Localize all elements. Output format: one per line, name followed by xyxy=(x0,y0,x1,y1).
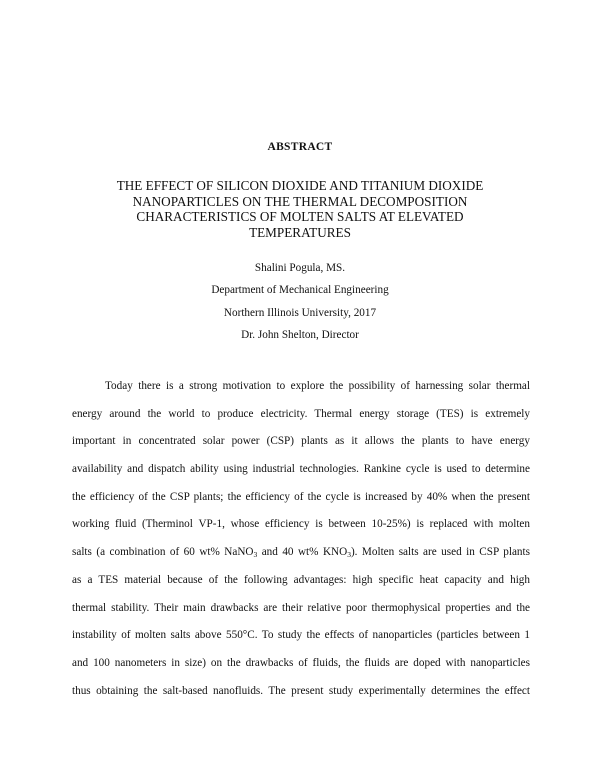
body-line: as a TES material because of the following advantages: high specific heat capacity and high xyxy=(72,573,530,586)
university-year: Northern Illinois University, 2017 xyxy=(223,306,377,319)
author-name: Shalini Pogula, MS. xyxy=(254,262,346,274)
body-line: availability and dispatch ability using industrial technologies. Rankine cycle is used to determine xyxy=(72,463,530,476)
title-line: NANOPARTICLES ON THE THERMAL DECOMPOSITION xyxy=(132,193,468,209)
abstract-body xyxy=(72,373,530,705)
department-name: Department of Mechanical Engineering xyxy=(211,284,389,297)
body-line-chemistry xyxy=(72,539,530,567)
body-line: the efficiency of the CSP plants; the efficiency of the cycle is increased by 40% when the present xyxy=(72,490,530,503)
body-line: energy around the world to produce electricity. Thermal energy storage (TES) is extremely xyxy=(72,407,530,420)
body-line: thermal stability. Their main drawbacks are their relative poor thermophysical properties and the xyxy=(72,601,530,614)
body-line: important in concentrated solar power (CSP) plants as it allows the plants to have energy xyxy=(72,435,530,448)
body-text-segment: and 40 wt% KNO xyxy=(257,546,348,559)
abstract-heading: ABSTRACT xyxy=(267,141,333,153)
author-block xyxy=(0,257,600,346)
title-line: CHARACTERISTICS OF MOLTEN SALTS AT ELEVATED xyxy=(136,209,464,224)
title-line: TEMPERATURES xyxy=(249,224,351,240)
body-line: working fluid (Therminol VP-1, whose efficiency is between 10-25%) is replaced with molten xyxy=(72,518,530,531)
body-line: thus obtaining the salt-based nanofluids. The present study experimentally determines the effect xyxy=(72,684,530,697)
body-text-segment: ). Molten salts are used in CSP plants xyxy=(350,546,530,559)
body-line: and 100 nanometers in size) on the drawbacks of fluids, the fluids are doped with nanoparticles xyxy=(72,656,530,669)
body-line: instability of molten salts above 550°C. To study the effects of nanoparticles (particles between 1 xyxy=(72,629,530,642)
title-line: THE EFFECT OF SILICON DIOXIDE AND TITANIUM DIOXIDE xyxy=(116,178,484,193)
body-text-segment: salts (a combination of 60 wt% NaNO xyxy=(72,546,254,559)
body-line: Today there is a strong motivation to explore the possibility of harnessing solar thermal xyxy=(105,380,530,392)
subscript: 3 xyxy=(347,550,351,560)
thesis-title xyxy=(70,178,530,240)
subscript: 3 xyxy=(253,550,258,560)
director-name: Dr. John Shelton, Director xyxy=(241,328,359,341)
